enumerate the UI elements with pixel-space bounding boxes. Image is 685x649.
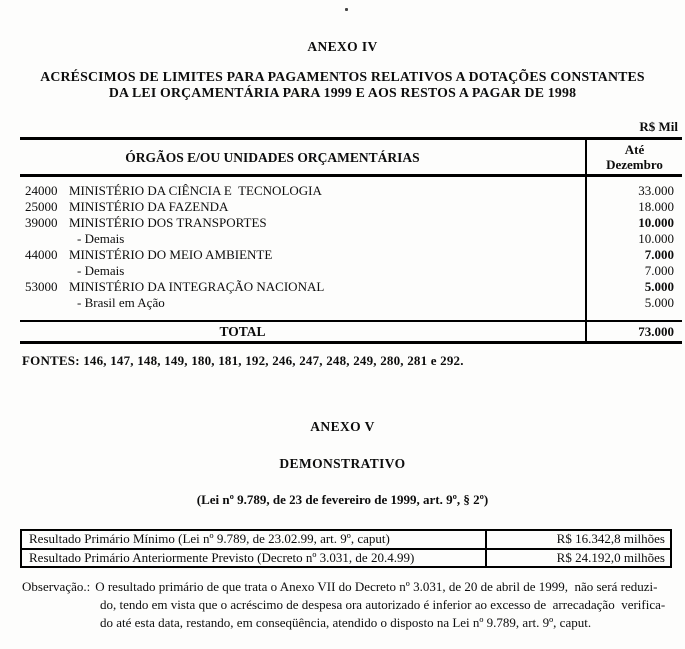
- table-row-label: [20, 215, 585, 231]
- org-name: - Brasil em Ação: [77, 295, 165, 310]
- row-value: 5.000: [585, 279, 682, 295]
- row-value: 7.000: [585, 247, 682, 263]
- table-subrow-label: [20, 295, 585, 320]
- table-subrow-label: [20, 231, 585, 247]
- observacao-line3: do até esta data, restando, em conseqüência, atendido o disposto na Lei nº 9.789, art. 9º, caput.: [100, 615, 592, 630]
- anexo4-subtitle: [0, 69, 685, 100]
- org-code: 25000: [25, 199, 58, 214]
- row-value: 10.000: [585, 231, 682, 247]
- total-value: 73.000: [585, 320, 682, 341]
- result-value: R$ 24.192,0 milhões: [485, 550, 670, 567]
- row-value: 18.000: [585, 199, 682, 215]
- row-value: 5.000: [585, 295, 682, 320]
- observacao-text1: O resultado primário de que trata o Anexo VII do Decreto nº 3.031, de 20 de abril de 1999, não será reduzi-: [95, 579, 658, 594]
- org-code: 53000: [25, 279, 58, 294]
- result-label: Resultado Primário Anteriormente Previsto (Decreto nº 3.031, de 20.4.99): [29, 549, 415, 565]
- result-value: R$ 16.342,8 milhões: [485, 531, 670, 548]
- org-name: MINISTÉRIO DA FAZENDA: [69, 199, 229, 214]
- table-row: [22, 531, 670, 548]
- observacao-label: Observação.:: [22, 579, 91, 594]
- column-header-orgaos: [20, 140, 585, 177]
- org-name: - Demais: [77, 263, 125, 278]
- fontes-note: FONTES: 146, 147, 148, 149, 180, 181, 192, 246, 247, 248, 249, 280, 281 e 292.: [22, 353, 464, 368]
- observacao-line1: [22, 578, 685, 596]
- org-code: 39000: [25, 215, 58, 230]
- table-row-label: [20, 279, 585, 295]
- anexo4-subtitle-line2: DA LEI ORÇAMENTÁRIA PARA 1999 E AOS RESTOS A PAGAR DE 1998: [108, 84, 577, 100]
- anexo5-title: ANEXO V: [310, 419, 375, 434]
- column-header-orgaos-text: ÓRGÃOS E/OU UNIDADES ORÇAMENTÁRIAS: [125, 149, 420, 165]
- org-code: 24000: [25, 183, 58, 198]
- table-row: [22, 548, 670, 567]
- org-name: MINISTÉRIO DA INTEGRAÇÃO NACIONAL: [69, 279, 325, 294]
- law-reference: (Lei nº 9.789, de 23 de fevereiro de 1999, art. 9º, § 2º): [196, 492, 489, 507]
- org-name: - Demais: [77, 231, 125, 246]
- table-subrow-label: [20, 263, 585, 279]
- column-header-ate: Até: [624, 142, 645, 157]
- row-value: 33.000: [585, 177, 682, 199]
- anexo4-table: [20, 137, 682, 344]
- table-row-label: [20, 199, 585, 215]
- org-name: MINISTÉRIO DO MEIO AMBIENTE: [69, 247, 273, 262]
- org-name: MINISTÉRIO DOS TRANSPORTES: [69, 215, 267, 230]
- row-value: 10.000: [585, 215, 682, 231]
- table-row-label: [20, 177, 585, 199]
- column-header-ate-dezembro: [585, 140, 682, 177]
- row-value: 7.000: [585, 263, 682, 279]
- anexo4-title: ANEXO IV: [307, 39, 378, 54]
- total-label: TOTAL: [20, 320, 585, 341]
- anexo5-table: [20, 529, 672, 568]
- org-code: 44000: [25, 247, 58, 262]
- result-label: Resultado Primário Mínimo (Lei nº 9.789, de 23.02.99, art. 9º, caput): [29, 531, 390, 546]
- currency-unit-label: R$ Mil: [639, 119, 678, 134]
- observacao-line2: do, tendo em vista que o acréscimo de despesa ora autorizado é inferior ao excesso de arrecadação verifica-: [100, 597, 666, 612]
- anexo5-subtitle: DEMONSTRATIVO: [279, 456, 406, 471]
- column-header-dezembro: Dezembro: [606, 156, 663, 172]
- observacao-note: [0, 578, 685, 632]
- scan-speck: [345, 8, 348, 11]
- anexo4-subtitle-line1: ACRÉSCIMOS DE LIMITES PARA PAGAMENTOS RELATIVOS A DOTAÇÕES CONSTANTES: [40, 69, 645, 84]
- org-name: MINISTÉRIO DA CIÊNCIA E TECNOLOGIA: [69, 183, 322, 198]
- table-row-label: [20, 247, 585, 263]
